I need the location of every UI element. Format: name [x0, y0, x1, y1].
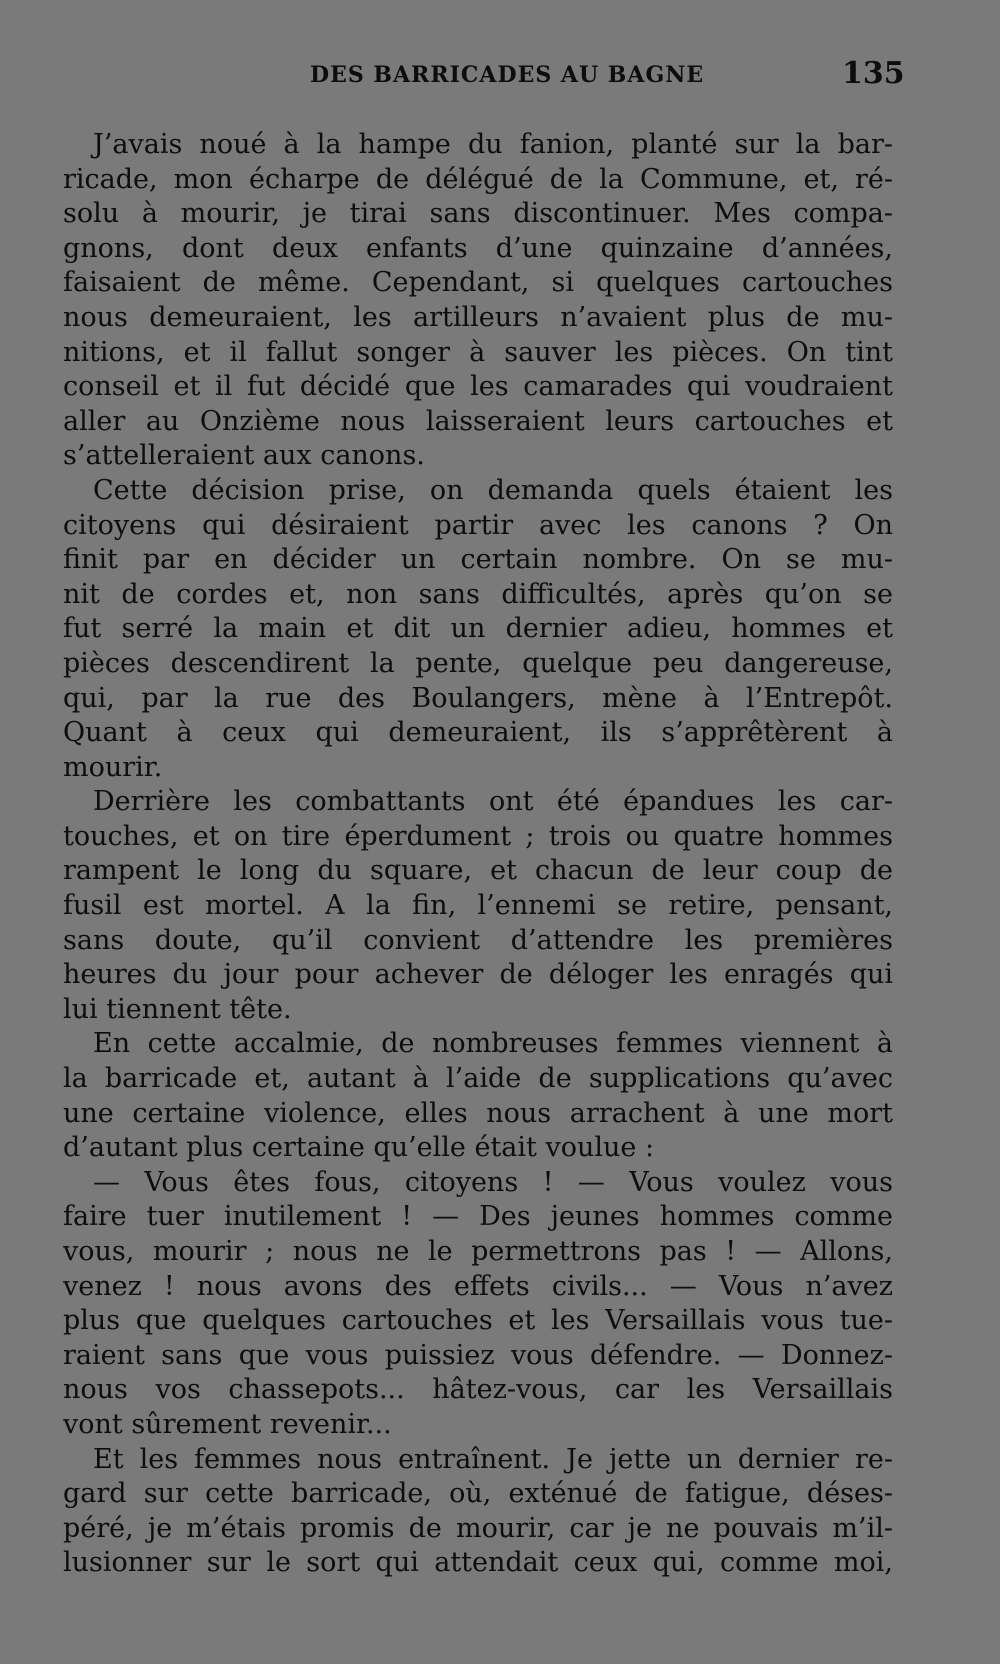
text-line: gard sur cette barricade, où, exténué de fatigue, déses- — [63, 1478, 893, 1510]
text-line: raient sans que vous puissiez vous défendre. — Donnez- — [63, 1339, 893, 1371]
text-line: d’autant plus certaine qu’elle était voulue : — [63, 1132, 655, 1164]
page-number: 135 — [842, 56, 905, 91]
text-line: citoyens qui désiraient partir avec les canons ? On — [63, 509, 893, 541]
text-line: lusionner sur le sort qui attendait ceux qui, comme moi, — [63, 1547, 893, 1579]
text-line: ricade, mon écharpe de délégué de la Commune, et, ré- — [63, 163, 893, 195]
text-line: nous vos chassepots... hâtez-vous, car les Versaillais — [63, 1374, 893, 1406]
text-line: heures du jour pour achever de déloger les enragés qui — [63, 959, 893, 991]
text-line: Et les femmes nous entraînent. Je jette un dernier re- — [93, 1443, 893, 1475]
text-line: faire tuer inutilement ! — Des jeunes hommes comme — [63, 1201, 893, 1233]
text-line: J’avais noué à la hampe du fanion, planté sur la bar- — [93, 129, 893, 160]
text-line: conseil et il fut décidé que les camarades qui voudraient — [63, 371, 893, 403]
text-line: fusil est mortel. A la fin, l’ennemi se retire, pensant, — [63, 890, 893, 922]
text-line: la barricade et, autant à l’aide de supplications qu’avec — [63, 1063, 893, 1095]
text-line: pièces descendirent la pente, quelque peu dangereuse, — [63, 647, 893, 679]
text-line: Cette décision prise, on demanda quels étaient les — [93, 474, 893, 506]
text-line: qui, par la rue des Boulangers, mène à l’Entrepôt. — [63, 682, 893, 714]
text-line: nous demeuraient, les artilleurs n’avaient plus de mu- — [63, 301, 893, 333]
text-line: aller au Onzième nous laisseraient leurs cartouches et — [63, 405, 893, 437]
text-line: fut serré la main et dit un dernier adieu, hommes et — [63, 613, 893, 645]
text-line: vont sûrement revenir... — [63, 1408, 392, 1440]
text-line: une certaine violence, elles nous arrachent à une mort — [63, 1097, 893, 1129]
text-line: péré, je m’étais promis de mourir, car je ne pouvais m’il- — [63, 1512, 893, 1544]
text-line: vous, mourir ; nous ne le permettrons pas ! — Allons, — [63, 1236, 893, 1267]
text-line: rampent le long du square, et chacun de leur coup de — [63, 855, 893, 887]
text-line: lui tiennent tête. — [63, 993, 292, 1025]
text-line: gnons, dont deux enfants d’une quinzaine d’années, — [63, 232, 893, 264]
text-line: Quant à ceux qui demeuraient, ils s’apprêtèrent à — [63, 717, 893, 749]
text-line: mourir. — [63, 751, 163, 783]
text-line: sans doute, qu’il convient d’attendre les premières — [63, 924, 893, 956]
text-line: faisaient de même. Cependant, si quelques cartouches — [63, 267, 893, 299]
text-line: nitions, et il fallut songer à sauver les pièces. On tint — [63, 336, 893, 368]
text-line: touches, et on tire éperdument ; trois ou quatre hommes — [63, 820, 893, 852]
text-line: venez ! nous avons des effets civils... — Vous n’avez — [63, 1270, 893, 1302]
text-line: solu à mourir, je tirai sans discontinuer. Mes compa- — [63, 198, 893, 230]
text-line: nit de cordes et, non sans difficultés, après qu’on se — [63, 578, 893, 610]
text-line: finit par en décider un certain nombre. On se mu- — [63, 544, 893, 576]
text-line: — Vous êtes fous, citoyens ! — Vous voulez vous — [93, 1166, 893, 1198]
text-line: En cette accalmie, de nombreuses femmes viennent à — [93, 1028, 893, 1060]
text-line: plus que quelques cartouches et les Versaillais vous tue- — [63, 1305, 893, 1337]
text-line: s’attelleraient aux canons. — [63, 440, 425, 472]
text-line: Derrière les combattants ont été épandues les car- — [93, 786, 893, 818]
running-title: DES BARRICADES AU BAGNE — [310, 62, 705, 88]
body-text — [63, 128, 893, 1581]
